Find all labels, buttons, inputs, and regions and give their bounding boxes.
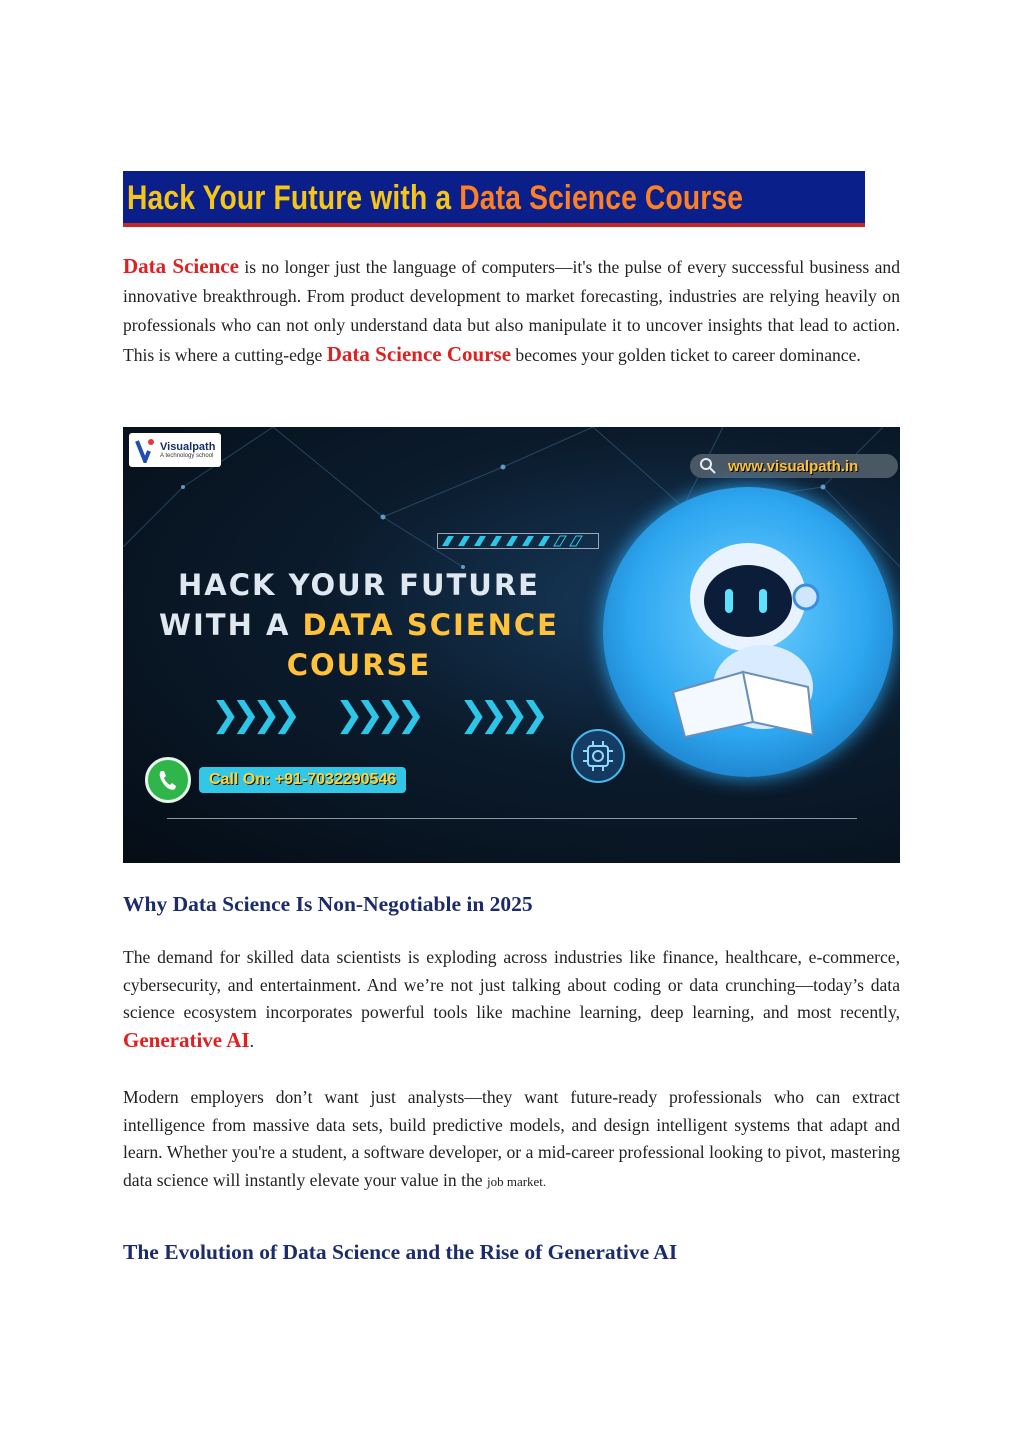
chevron-group-1: ❯❯❯❯ (211, 695, 293, 735)
data-science-course-link[interactable]: Data Science Course (326, 342, 512, 366)
page-title (127, 175, 743, 221)
visualpath-logo-icon (135, 437, 157, 463)
intro-lead-link[interactable]: Data Science (123, 254, 239, 278)
page-title-banner (123, 171, 865, 227)
progress-stripes (438, 534, 598, 548)
call-contact (145, 757, 406, 803)
brain-chip-graphic (573, 731, 623, 781)
website-url-pill (690, 454, 898, 478)
robot-with-book-illustration (603, 487, 893, 777)
section1-paragraph-2 (123, 1084, 900, 1195)
title-part-1: Hack Your Future with a (127, 179, 460, 217)
section-heading-why: Why Data Science Is Non-Negotiable in 2025 (123, 892, 533, 916)
section1-p1-end: . (249, 1030, 254, 1051)
title-part-2: Data Science Course (459, 179, 744, 217)
robot-circle (603, 487, 893, 777)
promo-banner-image (123, 427, 900, 863)
section1-paragraph-1 (123, 944, 900, 1055)
headline-line-3: COURSE (286, 648, 432, 682)
chevron-group-3: ❯❯❯❯ (459, 695, 541, 735)
brain-chip-icon (571, 729, 625, 783)
headline-line-2b: DATA SCIENCE (302, 608, 559, 642)
section-heading-evolution: The Evolution of Data Science and the Rise of Generative AI (123, 1240, 678, 1264)
intro-text-1: is no longer just the language of computers—it's the pulse of every successful business and innovative breakthrough. From product development to market forecasting, industries are relying heavily on professionals who can not only understand data but also manipulate it to uncover insights that lead to action. This is where a cutting-edge (123, 257, 900, 365)
generative-ai-link[interactable]: Generative AI (123, 1027, 250, 1052)
chevron-group-2: ❯❯❯❯ (335, 695, 417, 735)
intro-text-2: becomes your golden ticket to career dominance. (511, 345, 861, 365)
headline-line-1: HACK YOUR FUTURE (178, 568, 540, 602)
banner-headline (123, 565, 595, 685)
visualpath-logo (129, 433, 221, 467)
section1-p2-text: Modern employers don’t want just analysts—they want future-ready professionals who can extract intelligence from massive data sets, build predictive models, and design intelligent systems that adapt and learn. Whether you're a student, a software developer, or a mid-career professional looking to pivot, mastering data science will instantly elevate your value in the (123, 1087, 900, 1190)
section1-p1-text: The demand for skilled data scientists is exploding across industries like finance, healthcare, e-commerce, cybersecurity, and entertainment. And we’re not just talking about coding or data crunching—today’s data science ecosystem incorporates powerful tools like machine learning, deep learning, and most recently, (123, 947, 900, 1022)
search-icon (698, 456, 718, 476)
headline-line-2a: WITH A (159, 608, 303, 642)
banner-divider (167, 818, 857, 819)
website-url: www.visualpath.in (728, 457, 859, 475)
intro-paragraph (123, 252, 900, 370)
phone-icon (145, 757, 191, 803)
progress-bar-graphic (437, 533, 599, 549)
section1-p2-small: job market. (486, 1173, 547, 1189)
logo-tagline: A technology school (160, 452, 214, 459)
call-number-label: Call On: +91-7032290546 (199, 767, 406, 793)
logo-name: Visualpath (160, 440, 216, 453)
